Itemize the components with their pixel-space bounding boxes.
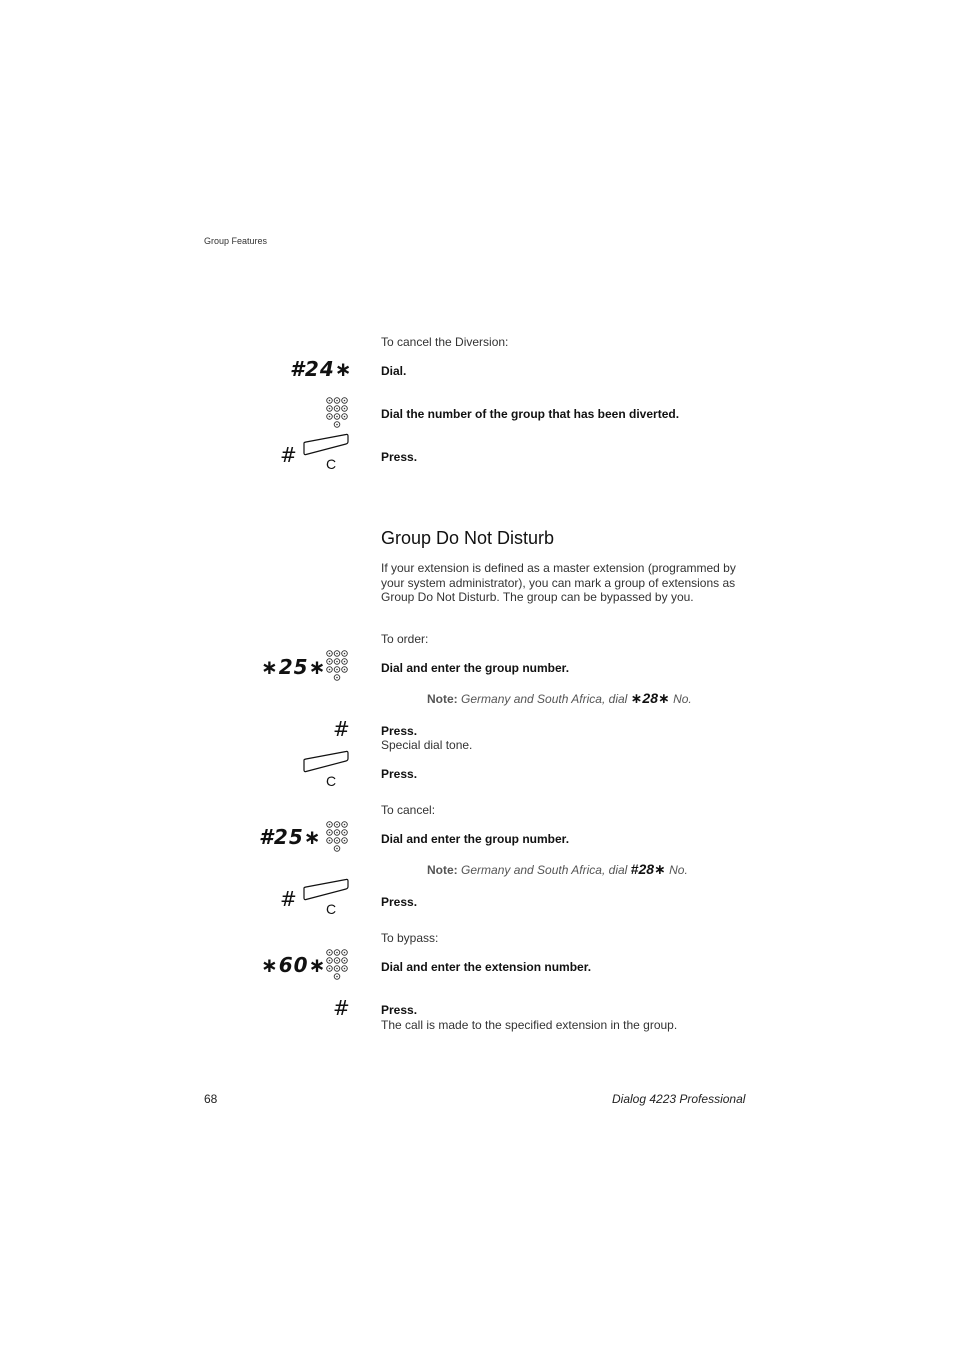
clear-key-label: C — [326, 773, 337, 789]
order-step-press-clear: Press. — [381, 767, 418, 781]
cancel-diversion-code: #24∗ — [290, 357, 353, 381]
keypad-icon — [326, 650, 350, 683]
hash-key-icon: # — [280, 443, 297, 467]
note-code: #28∗ — [630, 861, 666, 877]
running-header: Group Features — [204, 236, 268, 246]
clear-key-icon — [302, 433, 350, 457]
order-step-dial: Dial and enter the group number. — [381, 661, 570, 675]
note-label: Note: — [427, 692, 458, 706]
section-description: If your extension is defined as a master extension (programmed by your system administrator), you can mark a group of extensions as Group Do Not Disturb. The group can be bypassed by you. — [381, 561, 736, 604]
order-step-detail: Special dial tone. — [381, 738, 473, 752]
hash-key-icon: # — [333, 996, 350, 1020]
note-text: Germany and South Africa, dial — [461, 692, 628, 706]
hash-key-icon: # — [280, 887, 297, 911]
order-note — [427, 690, 692, 707]
order-step-press-hash: Press. — [381, 724, 418, 738]
cancel-step-dial: Dial and enter the group number. — [381, 832, 570, 846]
clear-key-icon — [302, 750, 350, 774]
note-code: ∗28∗ — [630, 690, 670, 706]
section-title: Group Do Not Disturb — [381, 528, 555, 548]
product-name: Dialog 4223 Professional — [612, 1092, 746, 1106]
bypass-code: ∗60∗ — [261, 953, 327, 977]
clear-key-icon — [302, 878, 350, 902]
keypad-icon — [326, 397, 350, 430]
cancel-diversion-step-dial: Dial. — [381, 364, 407, 378]
cancel-step-press: Press. — [381, 895, 418, 909]
note-text: Germany and South Africa, dial — [461, 863, 628, 877]
cancel-diversion-intro: To cancel the Diversion: — [381, 335, 509, 349]
clear-key-label: C — [326, 901, 337, 917]
note-label: Note: — [427, 863, 458, 877]
order-intro: To order: — [381, 632, 429, 646]
bypass-step-detail: The call is made to the specified extension in the group. — [381, 1018, 678, 1032]
cancel-diversion-step-group: Dial the number of the group that has been diverted. — [381, 407, 680, 421]
note-suffix: No. — [669, 863, 688, 877]
cancel-diversion-step-press: Press. — [381, 450, 418, 464]
note-suffix: No. — [673, 692, 692, 706]
cancel-note — [427, 861, 688, 878]
keypad-icon — [326, 949, 350, 982]
cancel-intro: To cancel: — [381, 803, 436, 817]
cancel-code: #25∗ — [259, 825, 322, 849]
page-number: 68 — [204, 1092, 218, 1106]
clear-key-label: C — [326, 456, 337, 472]
bypass-intro: To bypass: — [381, 931, 439, 945]
order-code: ∗25∗ — [261, 655, 327, 679]
bypass-step-dial: Dial and enter the extension number. — [381, 960, 592, 974]
hash-key-icon: # — [333, 717, 350, 741]
bypass-step-press: Press. — [381, 1003, 418, 1017]
keypad-icon — [326, 821, 350, 854]
